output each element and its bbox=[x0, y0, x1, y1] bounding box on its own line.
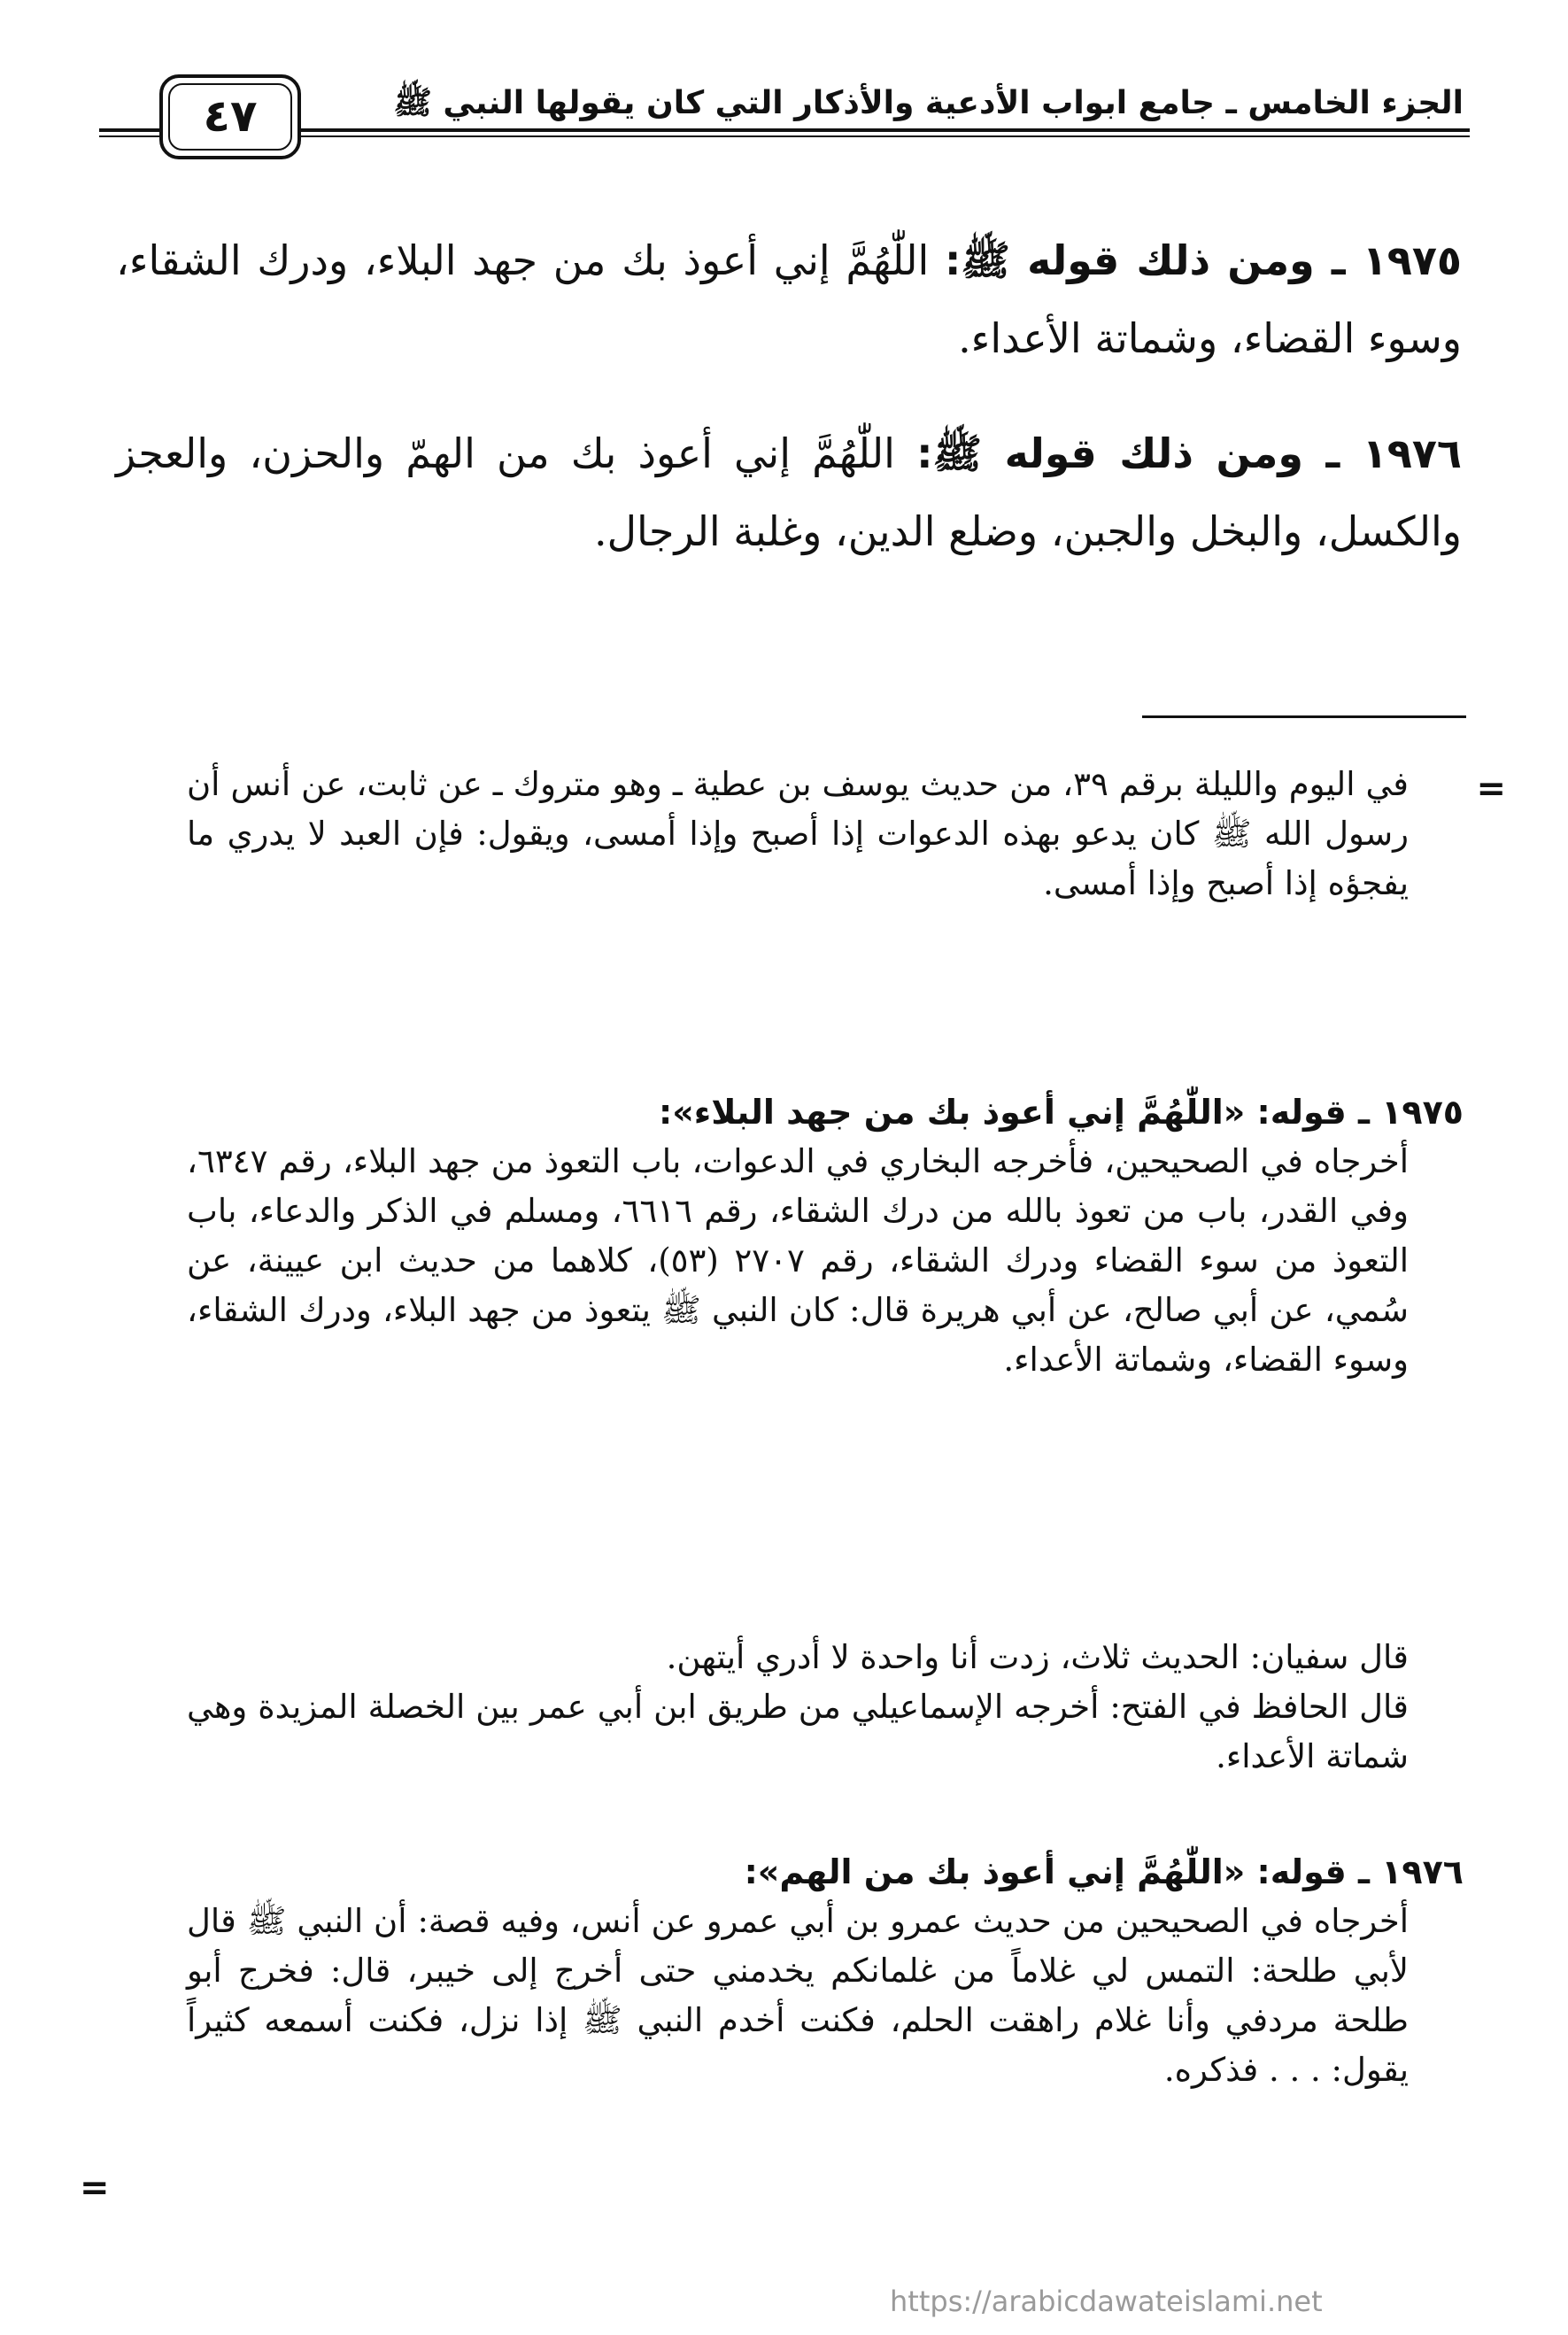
continuation-marker-bottom: = bbox=[80, 2168, 110, 2208]
footnote-1975-heading: ١٩٧٥ ـ قوله: «اللّٰهُمَّ إني أعوذ بك من جهد البلاء»: bbox=[659, 1093, 1464, 1132]
hadith-1975-label: ١٩٧٥ ـ ومن ذلك قوله ﷺ: bbox=[945, 236, 1463, 284]
footnote-1975-sufyan: قال سفيان: الحديث ثلاث، زدت أنا واحدة لا أدري أيتهن. bbox=[666, 1638, 1409, 1676]
hadith-1975-text: اللّٰهُمَّ إني أعوذ بك من جهد البلاء، ودرك الشقاء، وسوء القضاء، وشماتة الأعداء. bbox=[116, 236, 1462, 362]
hadith-1976 bbox=[116, 414, 1462, 570]
footnote-continuation: في اليوم والليلة برقم ٣٩، من حديث يوسف بن عطية ـ وهو متروك ـ عن ثابت، عن أنس أن رسول الله ﷺ كان يدعو بهذه الدعوات إذا أصبح وإذا أمسى، ويقول: فإن العبد لا يدري ما يفجؤه إذا أصبح وإذا أمسى. bbox=[187, 765, 1409, 902]
watermark-url: https://arabicdawateislami.net bbox=[890, 2285, 1323, 2318]
header-rule-thin bbox=[99, 135, 1470, 137]
footnote-1976-text: أخرجاه في الصحيحين من حديث عمرو بن أبي عمرو عن أنس، وفيه قصة: أن النبي ﷺ قال لأبي طلحة: التمس لي غلاماً من غلمانكم يخدمني حتى أخرج إلى خيبر، قال: فخرج أبو طلحة مردفي وأنا غلام راهقت الحلم، فكنت أخدم النبي ﷺ إذا نزل، فكنت أسمعه كثيراً يقول: . . . فذكره. bbox=[187, 1902, 1409, 2089]
footnote-1975-hafiz: قال الحافظ في الفتح: أخرجه الإسماعيلي من طريق ابن أبي عمر بين الخصلة المزيدة وهي شماتة الأعداء. bbox=[187, 1688, 1409, 1775]
continuation-marker-top: = bbox=[1476, 769, 1506, 809]
running-header: الجزء الخامس ـ جامع ابواب الأدعية والأذكار التي كان يقولها النبي ﷺ bbox=[393, 85, 1464, 121]
header-rule bbox=[99, 128, 1470, 132]
hadith-1976-text: اللّٰهُمَّ إني أعوذ بك من الهمّ والحزن، والعجز والكسل، والبخل والجبن، وضلع الدين، وغلبة الرجال. bbox=[116, 429, 1462, 555]
footnote-1976-heading: ١٩٧٦ ـ قوله: «اللّٰهُمَّ إني أعوذ بك من الهم»: bbox=[744, 1852, 1464, 1891]
page-number-frame bbox=[159, 74, 301, 159]
footnote-1975-text: أخرجاه في الصحيحين، فأخرجه البخاري في الدعوات، باب التعوذ من جهد البلاء، رقم ٦٣٤٧، وفي القدر، باب من تعوذ بالله من درك الشقاء، رقم ٦٦١٦، ومسلم في الذكر والدعاء، باب التعوذ من سوء القضاء ودرك الشقاء، رقم ٢٧٠٧ (٥٣)، كلاهما من حديث ابن عيينة، عن سُمي، عن أبي صالح، عن أبي هريرة قال: كان النبي ﷺ يتعوذ من جهد البلاء، ودرك الشقاء، وسوء القضاء، وشماتة الأعداء. bbox=[187, 1142, 1409, 1379]
page-number: ٤٧ bbox=[203, 90, 258, 142]
hadith-1976-label: ١٩٧٦ ـ ومن ذلك قوله ﷺ: bbox=[916, 429, 1462, 477]
footnote-separator bbox=[1142, 715, 1466, 718]
hadith-1975 bbox=[116, 221, 1462, 377]
